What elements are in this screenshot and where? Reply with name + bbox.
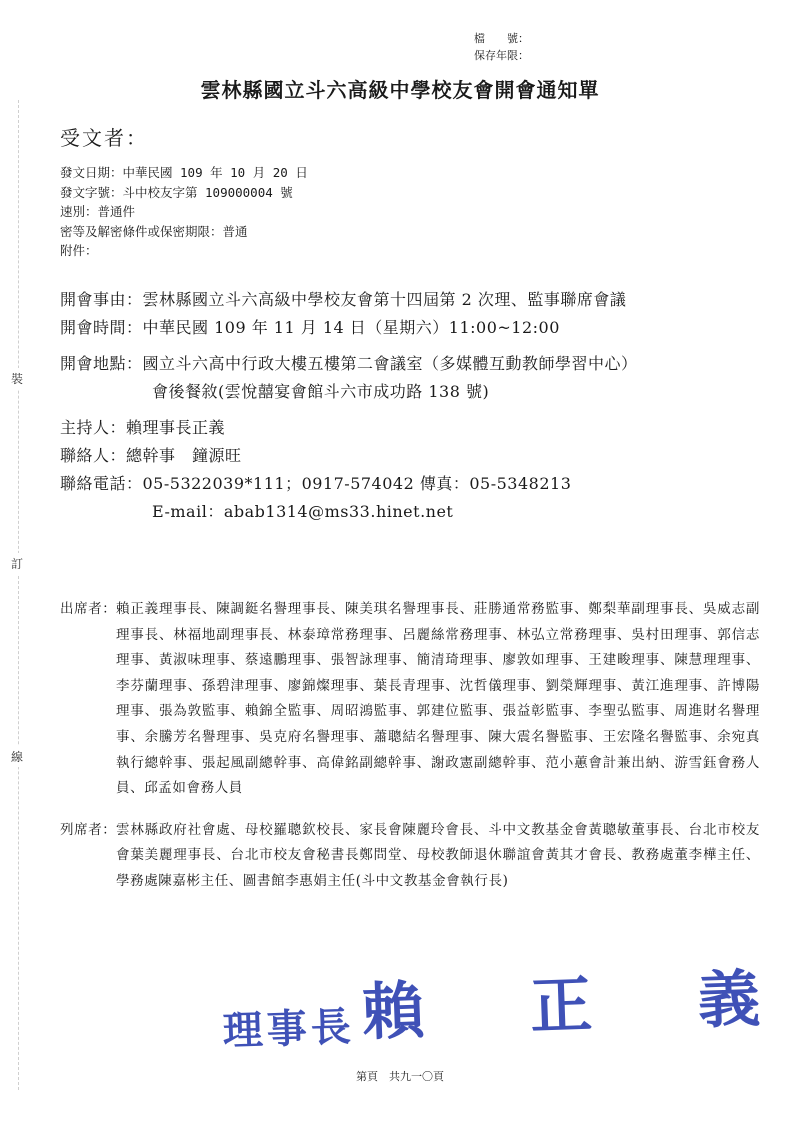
- observer-group: [60, 818, 760, 895]
- retention-label: 保存年限：: [474, 49, 529, 62]
- present-group: [60, 597, 760, 802]
- dinner-location: 會後餐敘(雲悅囍宴會館斗六市成功路 138 號): [152, 382, 490, 401]
- page-footer: 第頁 共九一〇頁: [356, 1070, 444, 1083]
- seal-name: 賴 正 義: [360, 961, 784, 1049]
- present-label: 出席者：: [60, 601, 117, 617]
- meeting-host: 主持人：賴理事長正義: [60, 418, 226, 437]
- chairman-seal: [221, 948, 784, 1056]
- file-number-label: 檔 號：: [474, 32, 529, 45]
- meeting-time: 開會時間：中華民國 109 年 11 月 14 日（星期六）11:00~12:00: [60, 318, 560, 337]
- contact-phone: 聯絡電話：05-5322039*111；0917-574042 傳真：05-5348213: [60, 474, 572, 493]
- seal-title: 理事長: [222, 1003, 356, 1055]
- contact-email: E-mail：abab1314@ms33.hinet.net: [152, 502, 454, 521]
- document-title: 雲林縣國立斗六高級中學校友會開會通知單: [200, 78, 600, 102]
- binding-mark-2: 訂: [11, 553, 23, 574]
- issue-date: 發文日期：中華民國 109 年 10 月 20 日: [60, 165, 308, 180]
- attendee-section: [60, 597, 760, 895]
- recipient-label: 受文者：: [60, 126, 148, 150]
- delivery-speed: 速別：普通件: [60, 204, 136, 219]
- present-list: 賴正義理事長、陳調鋌名譽理事長、陳美琪名譽理事長、莊勝通常務監事、鄭梨華副理事長、吳威志副理事長、林福地副理事長、林泰璋常務理事、呂麗絲常務理事、林弘立常務理事、吳村田理事、郭信志理事、黃淑味理事、蔡遠鵬理事、張智詠理事、簡清琦理事、廖敦如理事、王建畯理事、陳慧理理事、李芬蘭理事、孫碧津理事、廖錦燦理事、葉長青理事、沈哲儀理事、劉榮輝理事、黃江進理事、許博陽理事、張為敦監事、賴錦全監事、周昭鴻監事、郭建位監事、張益彰監事、李聖弘監事、周進財名譽理事、余騰芳名譽理事、吳克府名譽理事、蕭聰結名譽理事、陳大震名譽監事、王宏隆名譽監事、余宛真執行總幹事、張起風副總幹事、高偉銘副總幹事、謝政憲副總幹事、范小蕙會計兼出納、游雪鈺會務人員、邱孟如會務人員: [116, 601, 760, 797]
- binding-mark-1: 裝: [11, 368, 23, 389]
- meeting-subject: 開會事由：雲林縣國立斗六高級中學校友會第十四屆第 2 次理、監事聯席會議: [60, 290, 627, 309]
- secrecy-level: 密等及解密條件或保密期限：普通: [60, 223, 248, 239]
- binding-mark-3: 線: [11, 746, 23, 767]
- attachment: 附件：: [60, 243, 98, 258]
- issue-meta: [60, 163, 308, 261]
- binding-line: [18, 100, 19, 1090]
- observer-label: 列席者：: [60, 821, 117, 838]
- observer-list: 雲林縣政府社會處、母校羅聰欽校長、家長會陳麗玲會長、斗中文教基金會黃聰敏董事長、台北市校友會葉美麗理事長、台北市校友會秘書長鄭問堂、母校教師退休聯誼會黃其才會長、教務處董李樺主任、學務處陳嘉彬主任、圖書館李惠娟主任(斗中文教基金會執行長): [116, 821, 760, 889]
- archive-info: [474, 30, 529, 64]
- reference-number: 發文字號：斗中校友字第 109000004 號: [60, 184, 293, 200]
- meeting-details: [60, 286, 638, 526]
- contact-person: 聯絡人：總幹事 鐘源旺: [60, 446, 242, 465]
- meeting-location: 開會地點：國立斗六高中行政大樓五樓第二會議室（多媒體互動教師學習中心）: [60, 354, 638, 373]
